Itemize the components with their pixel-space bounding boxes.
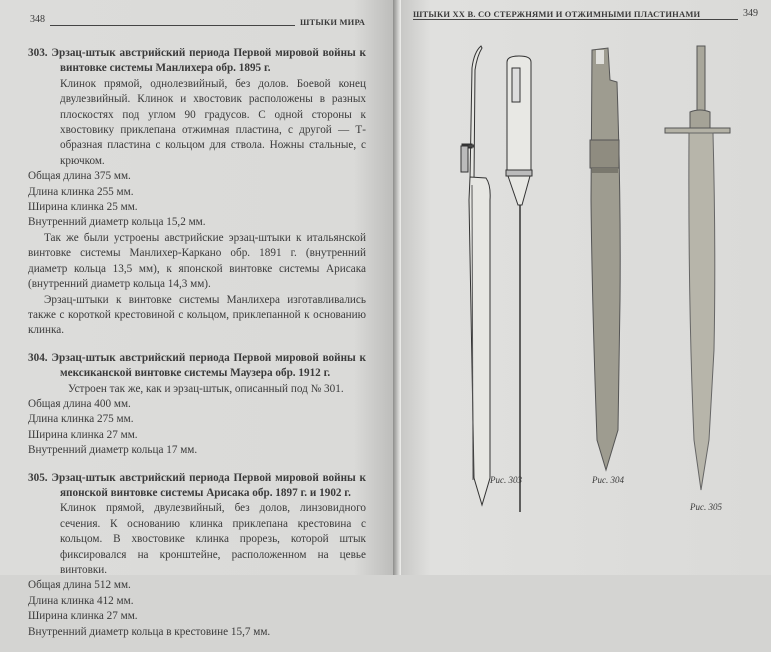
spec-line: Длина клинка 275 мм. — [28, 413, 134, 426]
spec-line: Общая длина 512 мм. — [28, 579, 131, 592]
spec-line: Внутренний диаметр кольца 17 мм. — [28, 444, 198, 457]
spec-line: Ширина клинка 27 мм. — [28, 610, 138, 623]
page-number-right: 349 — [743, 8, 758, 19]
figure-303-scabbard — [506, 56, 532, 512]
spec-line: Ширина клинка 27 мм. — [28, 428, 138, 441]
entry-description: Клинок прямой, однолезвийный, без долов. Боевой конец двулезвийный. Клинок и хвостовик расположены в разных плоскостях под углом 90 градусов. С одной стороны к хвостовику приклепана отжимная пластина, с другой — Т-образная пластина с кольцом для ствола. Ножны стальные, с крючком. — [60, 77, 366, 167]
spec-line: Ширина клинка 25 мм. — [28, 201, 138, 214]
spec-line: Внутренний диаметр кольца 15,2 мм. — [28, 216, 206, 229]
entry-title: 304. Эрзац-штык австрийский периода Первой мировой войны к мексиканской винтовке системы Маузера обр. 1912 г. — [28, 351, 366, 380]
note-paragraph: Эрзац-штыки к винтовке системы Манлихера изготавливались также с короткой крестовиной с кольцом, приклепанной к основанию клинка. — [28, 293, 366, 337]
figure-303-caption: Рис. 303 — [490, 475, 522, 485]
figure-305-bayonet — [665, 46, 730, 490]
figure-304-caption: Рис. 304 — [592, 475, 624, 485]
note-paragraph: Так же были устроены австрийские эрзац-штыки к итальянской винтовке системы Манлихер-Каркано обр. 1891 г. (внутренний диаметр кольца 13,5 мм), к японской винтовке системы Арисака (внутренний диаметр кольца 14,3 мм). — [28, 231, 366, 291]
figure-303-bayonet — [461, 46, 490, 505]
running-head-left: ШТЫКИ МИРА — [300, 17, 366, 27]
spec-line: Общая длина 400 мм. — [28, 397, 131, 410]
running-head-right: ШТЫКИ XX В. СО СТЕРЖНЯМИ И ОТЖИМНЫМИ ПЛАСТИНАМИ — [413, 9, 701, 19]
entry-description: Клинок прямой, двулезвийный, без долов, линзовидного сечения. К основанию клинка приклепана крестовина с кольцом. В хвостовике клинка прорезь, которой штык фиксировался на кронштейне, расположенном на цевье винтовки. — [60, 502, 366, 576]
spec-line: Общая длина 375 мм. — [28, 170, 131, 183]
spec-line: Длина клинка 412 мм. — [28, 594, 134, 607]
page-number-left: 348 — [30, 14, 45, 25]
entry-description: Устроен так же, как и эрзац-штык, описанный под № 301. — [68, 382, 344, 395]
spec-line: Длина клинка 255 мм. — [28, 185, 134, 198]
figure-304-bayonet — [590, 48, 620, 470]
entry-title: 305. Эрзац-штык австрийский периода Первой мировой войны к японской винтовке системы Арисака обр. 1897 г. и 1902 г. — [28, 471, 366, 499]
spec-line: Внутренний диаметр кольца в крестовине 15,7 мм. — [28, 625, 271, 638]
figure-305-caption: Рис. 305 — [690, 502, 722, 512]
entry-title: 303. Эрзац-штык австрийский периода Первой мировой войны к винтовке системы Манлихера обр. 1895 г. — [28, 47, 366, 75]
